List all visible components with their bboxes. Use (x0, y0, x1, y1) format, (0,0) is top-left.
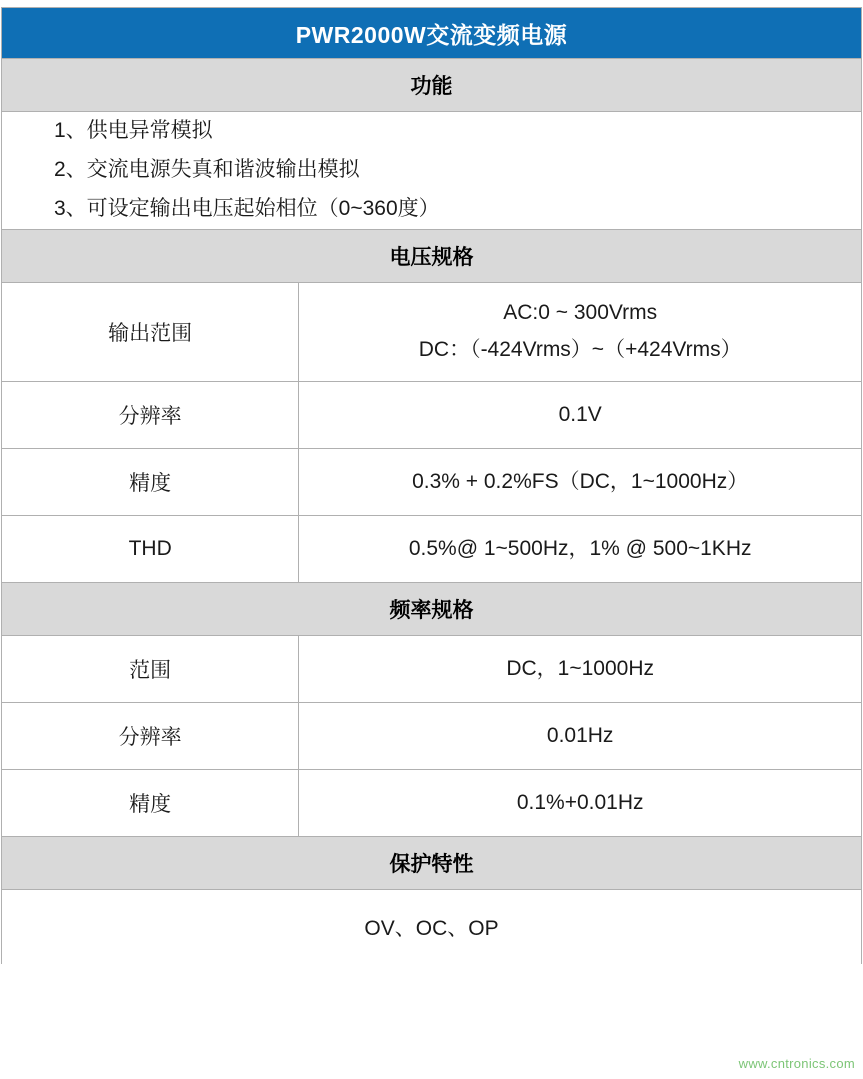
row-value-line: AC:0 ~ 300Vrms (503, 301, 658, 325)
section-header-function (2, 59, 862, 112)
watermark: www.cntronics.com (738, 1056, 855, 1071)
section-heading: 保护特性 (2, 836, 862, 889)
function-items-row (2, 112, 862, 230)
row-value (299, 282, 862, 381)
table-row (2, 702, 862, 769)
section-heading: 功能 (2, 59, 862, 112)
row-label: 精度 (2, 769, 299, 836)
row-label: 输出范围 (2, 282, 299, 381)
row-value-line: 0.1%+0.01Hz (516, 790, 644, 814)
function-items-cell (2, 112, 862, 230)
row-value-line: DC：（-424Vrms）~（+424Vrms） (418, 337, 742, 361)
row-value (299, 769, 862, 836)
row-label: 分辨率 (2, 381, 299, 448)
row-value: OV、OC、OP (2, 889, 862, 964)
section-header-protection (2, 836, 862, 889)
table-row (2, 448, 862, 515)
section-header-voltage (2, 229, 862, 282)
section-header-frequency (2, 582, 862, 635)
row-value-line: 0.01Hz (546, 723, 614, 747)
row-value (299, 515, 862, 582)
product-spec-table (1, 7, 862, 964)
section-heading: 频率规格 (2, 582, 862, 635)
row-label: 范围 (2, 635, 299, 702)
table-row (2, 635, 862, 702)
table-title-row (2, 8, 862, 59)
row-value (299, 448, 862, 515)
row-value-line: 0.5%@ 1~500Hz，1% @ 500~1KHz (408, 536, 752, 560)
row-label: THD (2, 515, 299, 582)
list-item: 3、可设定输出电压起始相位（0~360度） (54, 196, 440, 220)
section-heading: 电压规格 (2, 229, 862, 282)
row-label: 精度 (2, 448, 299, 515)
row-value (299, 381, 862, 448)
row-value-line: DC，1~1000Hz (506, 656, 654, 680)
list-item: 2、交流电源失真和谐波输出模拟 (54, 157, 360, 181)
row-label: 分辨率 (2, 702, 299, 769)
table-row (2, 515, 862, 582)
table-row (2, 769, 862, 836)
list-item: 1、供电异常模拟 (54, 119, 213, 142)
table-row (2, 381, 862, 448)
row-value (299, 635, 862, 702)
table-row (2, 889, 862, 964)
row-value-line: 0.1V (558, 402, 602, 426)
row-value (299, 702, 862, 769)
table-row (2, 282, 862, 381)
row-value-line: 0.3% + 0.2%FS（DC，1~1000Hz） (412, 469, 749, 493)
page-title: PWR2000W交流变频电源 (2, 8, 862, 59)
